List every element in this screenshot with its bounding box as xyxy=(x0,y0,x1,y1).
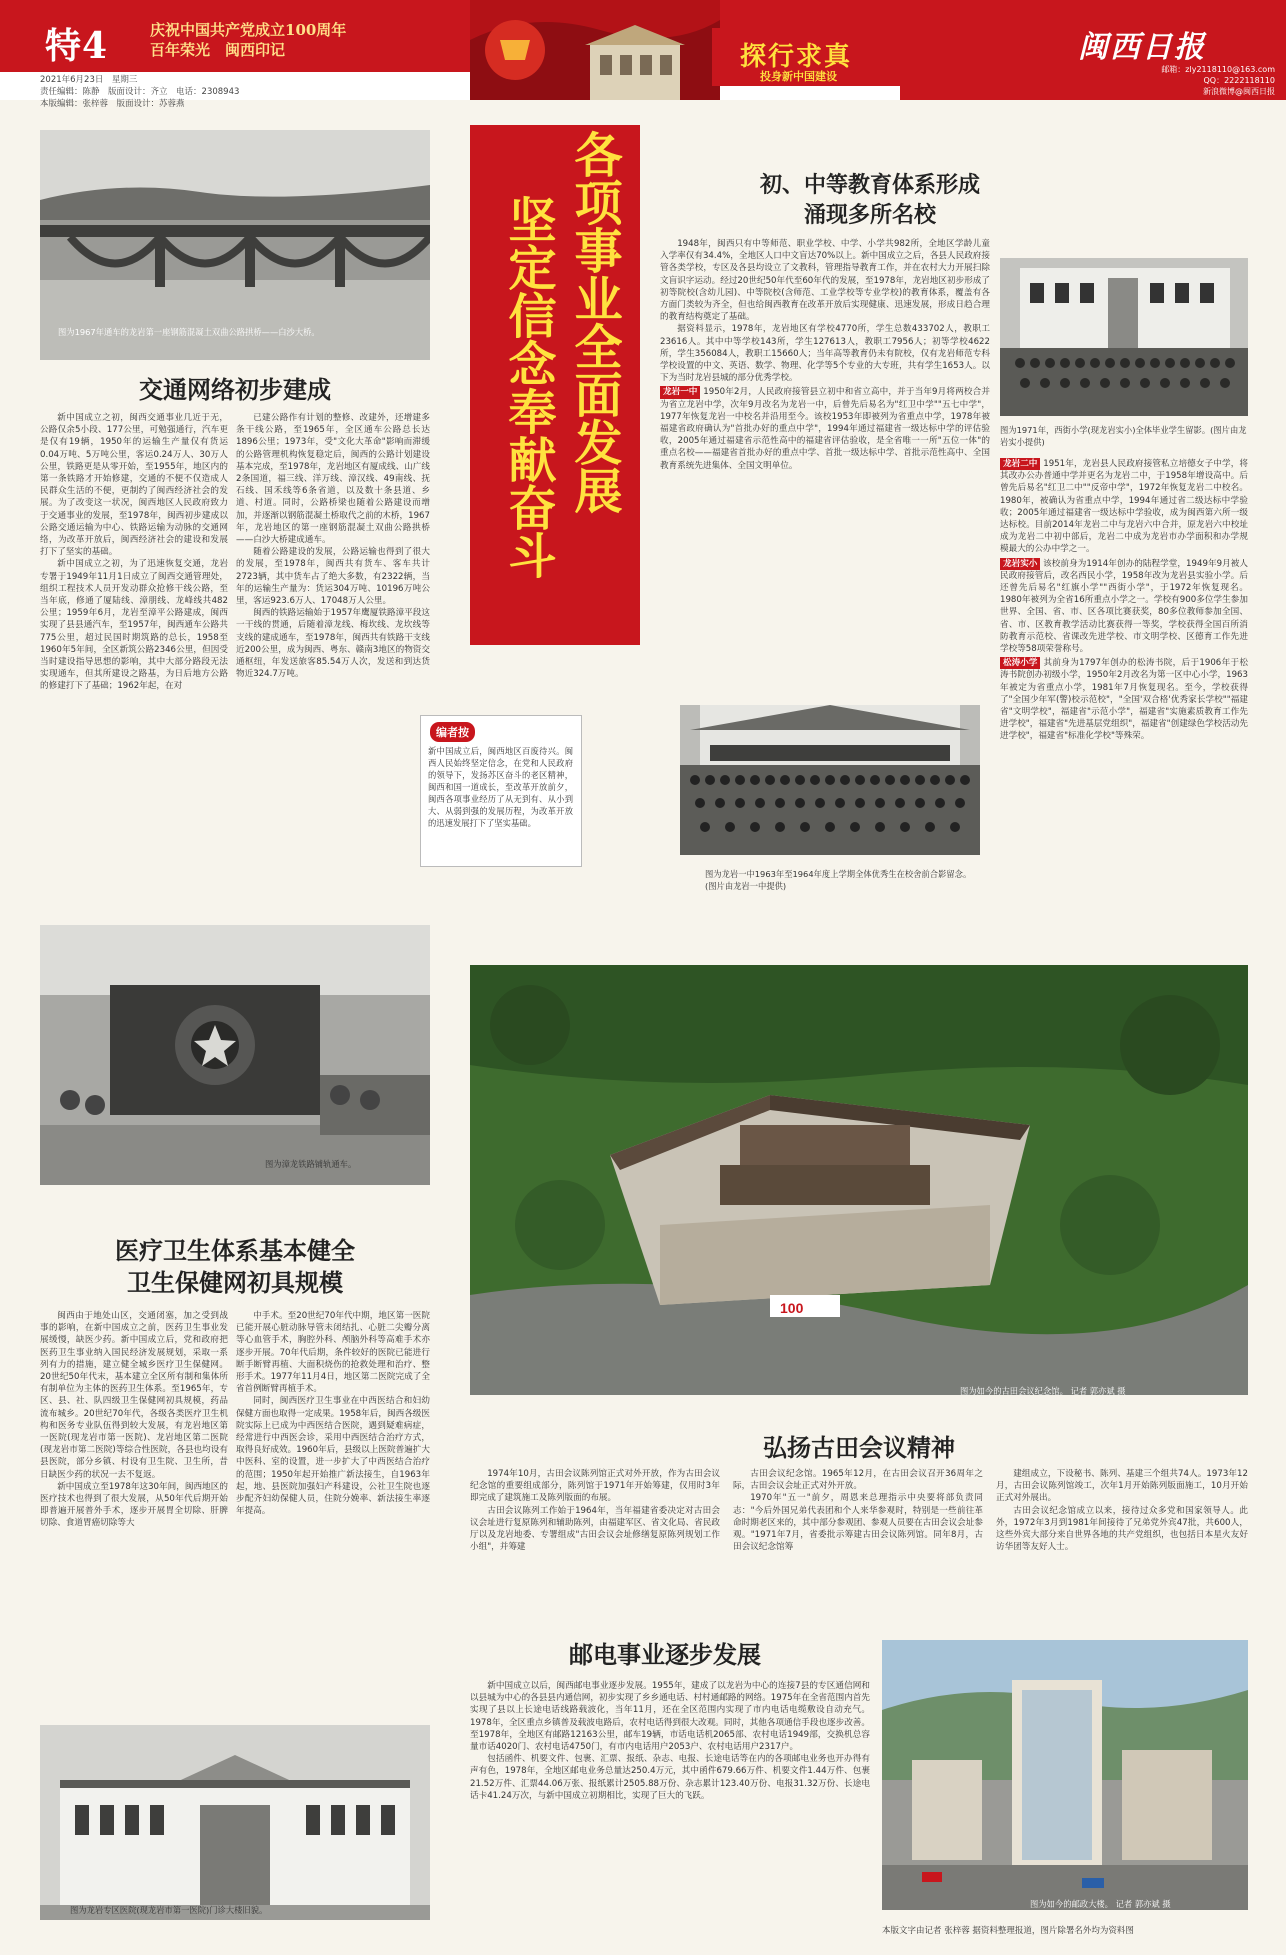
education-schools xyxy=(1000,458,1248,913)
medical-para3: 中手术。至20世纪70年代中期，地区第一医院已能开展心脏动脉导管未闭结扎、心脏二尖瓣分离等心血管手术，胸腔外科、颅脑外科等高难手术亦逐步开展。70年代后期，条件较好的医院已能进行断手断臂再植、大面积烧伤的抢救处理和治疗、整形手术。1977年11月4日，地区第二医院完成了全省首例断臂再植手术。 xyxy=(236,1311,430,1395)
school3-para xyxy=(1000,558,1248,656)
transport-para4: 随着公路建设的发展，公路运输也得到了很大的发展，至1978年，闽西共有货车、客车共计2723辆，其中货车占了绝大多数，有2322辆，当年的运输生产量为：货运304万吨、10196万吨公里，客运923.6万人、17048万人公里。 xyxy=(236,547,430,607)
gutian-photo-caption: 图为如今的古田会议纪念馆。 记者 郭亦斌 摄 xyxy=(960,1386,1126,1396)
post-office-caption: 图为如今的邮政大楼。 记者 郭亦斌 摄 xyxy=(1030,1899,1171,1909)
school1-tag: 龙岩一中 xyxy=(660,386,700,398)
editor-note-label: 编者按 xyxy=(430,722,475,742)
gutian-col2 xyxy=(733,1468,983,1608)
editor-line: 责任编辑：陈静 版面设计：齐立 xyxy=(40,87,168,97)
transport-para3: 已建公路作有计划的整修、改建外，还增建多条干线公路，至1965年，全区通车公路总长达1896公里；1973年，受"文化大革命"影响而滞缓的公路管理机构恢复稳定后，闽西的公路计划建设基本完成，至1978年，龙岩地区有厦成线、山广线2条国道，福三线、洋万线、漳汉线、49南线、抚石线、国禾线等6条省道，以及数十条县道、乡道、村道。同时，公路桥梁也随着公路建设而增加，并逐渐以钢筋混凝土桥取代之前的木桥，1967年，龙岩地区的第一座钢筋混凝土双曲公路拱桥——白沙大桥建成通车。 xyxy=(236,413,430,546)
contact-email: 邮箱：zly2118110@163.com xyxy=(1161,65,1275,74)
editor-line2: 本版编辑：张梓蓉 版面设计：苏蓉燕 xyxy=(40,99,185,109)
medical-para2: 新中国成立至1978年这30年间，闽西地区的医疗技术也得到了很大发展，从50年代后期开始即普遍开展普外手术，逐步开展胃全切除、肝脾切除、食道胃癌切除等大 xyxy=(40,1481,228,1529)
school2-para xyxy=(1000,458,1248,556)
headline-col1: 各项事业全面发展 xyxy=(566,130,622,514)
gutian-para1: 1974年10月，古田会议陈列馆正式对外开放，作为古田会议纪念馆的重要组成部分，陈列馆于1971年开始筹建，仅用时3年即完成了建筑施工及陈列版面的布展。 xyxy=(470,1469,720,1504)
gutian-col1 xyxy=(470,1468,720,1608)
school3-tag: 龙岩实小 xyxy=(1000,558,1040,570)
editor-note-text: 新中国成立后，闽西地区百废待兴。闽西人民始终坚定信念，在党和人民政府的领导下，发扬苏区奋斗的老区精神，闽西和国一道成长，至改革开放前夕，闽西各项事业经历了从无到有、从小到大、从弱到强的发展历程，为改革开放的迅速发展打下了坚实基础。 xyxy=(428,746,573,828)
postal-title: 邮电事业逐步发展 xyxy=(569,1640,761,1669)
school1-para xyxy=(660,386,990,471)
transport-para2: 新中国成立之初，为了迅速恢复交通，龙岩专署于1949年11月1日成立了闽西交通管理处，组织工程技术人员开发动群众抢修干线公路，至当年底，修通了厦陆线、漳朋线、龙峰线共482公里；1959年6月，龙岩至漳平公路建成，闽西实现了县县通汽车，至1957年，闽西通车公路共775公里，超过民国时期筑路的总长，1958至1960年5年间，全区新筑公路2346公里，但因受当时建设指导思想的影响，其中大部分路段无法实现通车，但其所建设之路基，为日后地方公路的修建打下了基础；1962年起，在对 xyxy=(40,559,228,692)
header-meta xyxy=(40,74,239,110)
school1-text: 1950年2月，人民政府接管县立初中和省立高中，并于当年9月将两校合并为省立龙岩中学，次年9月改名为龙岩一中，后曾先后易名为"红卫中学""五七中学"，1977年恢复龙岩一中校名并沿用至今。该校1953年即被列为省重点中学，1978年被福建省政府确认为"首批办好的重点中学"，1994年通过福建省一级达标中学的评估验收，2005年通过福建省示范性高中的福建省评估验收，是全省唯一一所"五位一体"的重点名校——福建省首批办好的重点中学、首批一级达标中学、首批示范性高中、全国教育系统先进集体、全国文明单位。 xyxy=(660,387,990,471)
slogan-line2: 百年荣光 闽西印记 xyxy=(150,41,286,59)
medical-title xyxy=(40,1235,430,1299)
class-photo xyxy=(680,705,980,855)
postal-body xyxy=(470,1680,870,1928)
gutian-para3: 古田会议纪念馆。1965年12月，在古田会议召开36周年之际，古田会议会址正式对外开放。 xyxy=(733,1469,983,1492)
education-para1: 1948年，闽西只有中等师范、职业学校、中学、小学共982所，全地区学龄儿童入学率仅有34.4%，全地区人口中文盲达70%以上。新中国成立之后，各县人民政府接管各类学校，专区及各县均设立了文教科，管理指导教育工作，并在农村大力开展扫除文盲识字运动。经过20世纪50年代至60年代的发展，至1978年，龙岩地区初步形成了初等院校(含幼儿园)、中等院校(含师范、工业学校等专业学校)的教育体系，覆盖有各方面门类较为齐全，但也给闽西教育在改革开放后实现健康、迅速发展，形成日趋合理的教育结构奠定了基础。 xyxy=(660,239,990,323)
gutian-photo xyxy=(470,965,1248,1395)
transport-para1: 新中国成立之初，闽西交通事业几近于无，公路仅余5小段、177公里，可勉强通行，汽车更是仅有19辆，1950年的运输生产量仅有货运0.04万吨、5万吨公里，客运0.24万人、30万人公里，铁路更是从零开始，至1955年，地区内的第一条铁路才开始修建，交通的不便不仅造成人民群众生活的不便，更制约了闽西经济社会的发展。为了改变这一状况，闽西地区人民政府致力于交通事业的发展，至1978年，闽西初步建成以公路交通运输为中心、铁路运输为动脉的交通网络，为改革开放后，闽西经济社会的建设和发展打下了坚实的基础。 xyxy=(40,413,228,558)
education-intro xyxy=(660,238,990,660)
education-title-line1: 初、中等教育体系形成 xyxy=(759,172,980,198)
page-credit: 本版文字由记者 张梓蓉 据资料整理报道，图片除署名外均为资料图 xyxy=(882,1926,1134,1936)
hospital-photo-caption: 图为龙岩专区医院(现龙岩市第一医院)门诊大楼旧貌。 xyxy=(70,1905,268,1915)
railway-photo-caption: 图为漳龙铁路铺轨通车。 xyxy=(265,1159,357,1169)
post-office-photo xyxy=(882,1640,1248,1910)
transport-col2 xyxy=(236,412,430,912)
school2-tag: 龙岩二中 xyxy=(1000,458,1040,470)
transport-col1 xyxy=(40,412,228,912)
svg-text:100: 100 xyxy=(780,1300,804,1316)
gutian-para2: 古田会议陈列工作始于1964年，当年福建省委决定对古田会议会址进行复原陈列和辅助陈列，由福建军区、省文化局、省民政厅以及龙岩地委、专署组成"古田会议会址修缮复原陈列规划工作小组"，并筹建 xyxy=(470,1505,720,1553)
gutian-title: 弘扬古田会议精神 xyxy=(763,1433,955,1462)
gutian-para5: 建组成立，下设秘书、陈列、基建三个组共74人。1973年12月，古田会议陈列馆竣工，次年1月开始陈列版面施工，10月开始正式对外展出。 xyxy=(996,1469,1248,1504)
header-slogan xyxy=(150,20,346,60)
phone: 电话：2308943 xyxy=(176,87,240,97)
header-contact xyxy=(1095,64,1275,97)
postal-para1: 新中国成立以后，闽西邮电事业逐步发展。1955年，建成了以龙岩为中心的连接7县的专区通信网和以县城为中心的各县县内通信网，初步实现了乡乡通电话、村村通邮路的网络。1975年在全省范围内首先实现了县以上长途电话线路载波化，当年11月，还在全区范围内实现了市内电话电缆敷设自动充气。1978年，全区重点乡镇普及载波电路后，农村电话得到很大改观。同时，其他各项通信手段也逐步改善。至1978年，全地区有邮路12163公里，邮车19辆，市话电话机2065部、农村电话1949部，交换机总容量市话4020门、农村电话4750门，有市内电话用户2053户、农村电话用户2317户。 xyxy=(470,1681,870,1753)
education-title-line2: 涌现多所名校 xyxy=(803,202,936,228)
school4-tag: 松涛小学 xyxy=(1000,657,1040,669)
education-title xyxy=(660,170,1080,230)
school2-text: 1951年，龙岩县人民政府接管私立培德女子中学，将其改办公办普通中学并更名为龙岩二中，于1958年增设高中。后曾先后易名"红卫二中""反帝中学"，1972年恢复龙岩二中校名。1980年，被确认为省重点中学，1994年通过省二级达标中学验收；2005年通过福建省一级达标中学验收，成为闽西第六所一级达标校。目前2014年龙岩二中与龙岩六中合并，原龙岩六中校址成为龙岩二中初中部后，龙岩二中成为龙岩市办学面积和办学规模最大的公办中学之一。 xyxy=(1000,459,1248,555)
postal-para2: 包括函件、机要文件、包裹、汇票、报纸、杂志、电报、长途电话等在内的各项邮电业务也开办得有声有色，1978年，全地区邮电业务总量达250.4万元，其中函件679.66万件、机要文件1.44万件、包裹21.52万件、汇票44.06万张、报纸累计2505.88万份、杂志累计123.40万份、电报31.32万份、长途电话卡41.24万次，与新中国成立初期相比，实现了巨大的飞跃。 xyxy=(470,1754,870,1801)
issue-date: 2021年6月23日 星期三 xyxy=(40,75,138,85)
school3-text: 该校前身为1914年创办的陆程学堂，1949年9月被人民政府接管后，改名西民小学，1958年改为龙岩县实验小学。后还曾先后易名"红旗小学""西街小学"，于1972年恢复现名。1980年被列为全省16所重点小学之一。学校有900多位学生参加世界、全国、省、市、区各项比赛获奖，80多位教师参加全国、省、市、区教育教学活动比赛获得一等奖，学校获得全国百所消防教育示范校、省课改先进学校、市文明学校、区德育工作先进学校等58项荣誉称号。 xyxy=(1000,558,1248,655)
newspaper-logo: 闽西日报 xyxy=(1078,30,1206,65)
gutian-col3 xyxy=(996,1468,1248,1608)
transport-para5: 闽西的铁路运输始于1957年鹰厦铁路漳平段这一干线的贯通，后随着漳龙线、梅坎线、龙坎线等支线的建成通车，至1978年，闽西共有铁路干支线近200公里，成为闽西、粤东、赣南3地区的物资交通枢纽，年发送旅客85.54万人次，发送和到达货物近324.7万吨。 xyxy=(236,608,430,680)
transport-title: 交通网络初步建成 xyxy=(139,375,331,404)
school-photo xyxy=(1000,258,1248,416)
education-para2: 据资料显示，1978年，龙岩地区有学校4770所，学生总数433702人，教职工23616人。其中中等学校143所，学生127613人，教职工7956人；初等学校4622所，学生356084人，教职工15660人；当年高等教育仍未有院校，仅有龙岩师范专科学校设置的中文、英语、数学、物理、化学等5个专业的大专班，共有学生1653人。以下为当时龙岩县城的部分优秀学校。 xyxy=(660,324,990,384)
hospital-photo xyxy=(40,1725,430,1920)
medical-para4: 同时，闽西医疗卫生事业在中西医结合和妇幼保健方面也取得一定成果。1958年后，闽西各级医院实际上已成为中西医结合医院，遇到疑难病症，经常进行中西医会诊，采用中西医结合治疗方式，取得良好成效。1960年后，县级以上医院普遍扩大中医科、室的设置，进一步扩大了中西医结合治疗的范围；1950年起开始推广新法接生，自1963年起，地、县医院加强妇产科建设，公社卫生院也逐步配齐妇幼保健人员，住院分娩率、新法接生率逐年提高。 xyxy=(236,1396,430,1517)
school4-text: 其前身为1797年创办的松涛书院，后于1906年于松涛书院创办初级小学，1950年2月改名为第一区中心小学，1963年被定为省重点小学，1981年7月恢复现名。至今，学校获得了"全国少年军(警)校示范校"，"全国'双合格'优秀家长学校""福建省"文明学校"，福建省"示范小学"，福建省"实施素质教育工作先进学校"，福建省"先进基层党组织"，福建省"创建绿色学校活动先进学校"，福建省"标准化学校"等殊荣。 xyxy=(1000,658,1248,742)
slogan-line1: 庆祝中国共产党成立100周年 xyxy=(150,21,347,39)
gutian-para6: 古田会议纪念馆成立以来，接待过众多党和国家领导人。此外，1972年3月到1981年间接待了兄弟党外宾47批，共600人，这些外宾大部分来自世界各地的共产党组织，也包括日本星火友好访华团等友好人士。 xyxy=(996,1505,1248,1553)
railway-photo xyxy=(40,925,430,1185)
medical-para1: 闽西由于地处山区，交通闭塞，加之受到战事的影响，在新中国成立之前，医药卫生事业发展缓慢，缺医少药。新中国成立后，党和政府把医药卫生事业纳入国民经济发展规划，采取一系列有力的措施，建立健全城乡医疗卫生保健网。20世纪50年代末，基本建立全区所有制和集体所有制单位为主体的医药卫生体系。至1965年，专区、县、社、队四级卫生保健网初具规模，药品流布城乡。20世纪70年代，各级各类医疗卫生机构和医务专业队伍得到较大发展，有龙岩地区第一医院(现龙岩市第一医院)、龙岩地区第二医院(现龙岩市第二医院)等综合性医院，各县也均设有县医院，部分乡镇、村设有卫生院、卫生所，昔日缺医少药的状况一去不复返。 xyxy=(40,1311,228,1480)
class-photo-caption: 图为龙岩一中1963年至1964年度上学期全体优秀生在校舍前合影留念。(图片由龙岩一中提供) xyxy=(705,869,972,891)
medical-title-line1: 医疗卫生体系基本健全 xyxy=(115,1236,355,1265)
header-banner-image xyxy=(470,0,720,100)
school4-para xyxy=(1000,657,1248,742)
contact-qq: QQ：2222118110 xyxy=(1203,76,1275,85)
medical-col1 xyxy=(40,1310,228,1715)
page-label: 特4 xyxy=(45,25,109,67)
medical-title-line2: 卫生保健网初具规模 xyxy=(127,1268,343,1297)
medical-col2 xyxy=(236,1310,430,1715)
contact-weibo: 新浪微博@闽西日报 xyxy=(1203,87,1275,96)
section-subtitle: 投身新中国建设 xyxy=(760,70,837,83)
gutian-para4: 1970年"五一"前夕，周恩来总理指示中央要将部负责同志："今后外国兄弟代表团和个人来华参观时，特别是一些前往革命时期老区来的，其中部分参观团、参观人员要在古田会议会址参观。"1971年7月，省委批示筹建古田会议陈列馆。同年8月，古田会议纪念馆筹 xyxy=(733,1493,983,1553)
section-title: 探行求真 xyxy=(740,42,853,72)
school-photo-caption: 图为1971年，西街小学(现龙岩实小)全体毕业学生留影。(图片由龙岩实小提供) xyxy=(1000,425,1247,447)
bridge-photo-caption: 图为1967年通车的龙岩第一座钢筋混凝土双曲公路拱桥——白沙大桥。 xyxy=(58,327,320,337)
headline-col2: 坚定信念奉献奋斗 xyxy=(500,195,556,579)
